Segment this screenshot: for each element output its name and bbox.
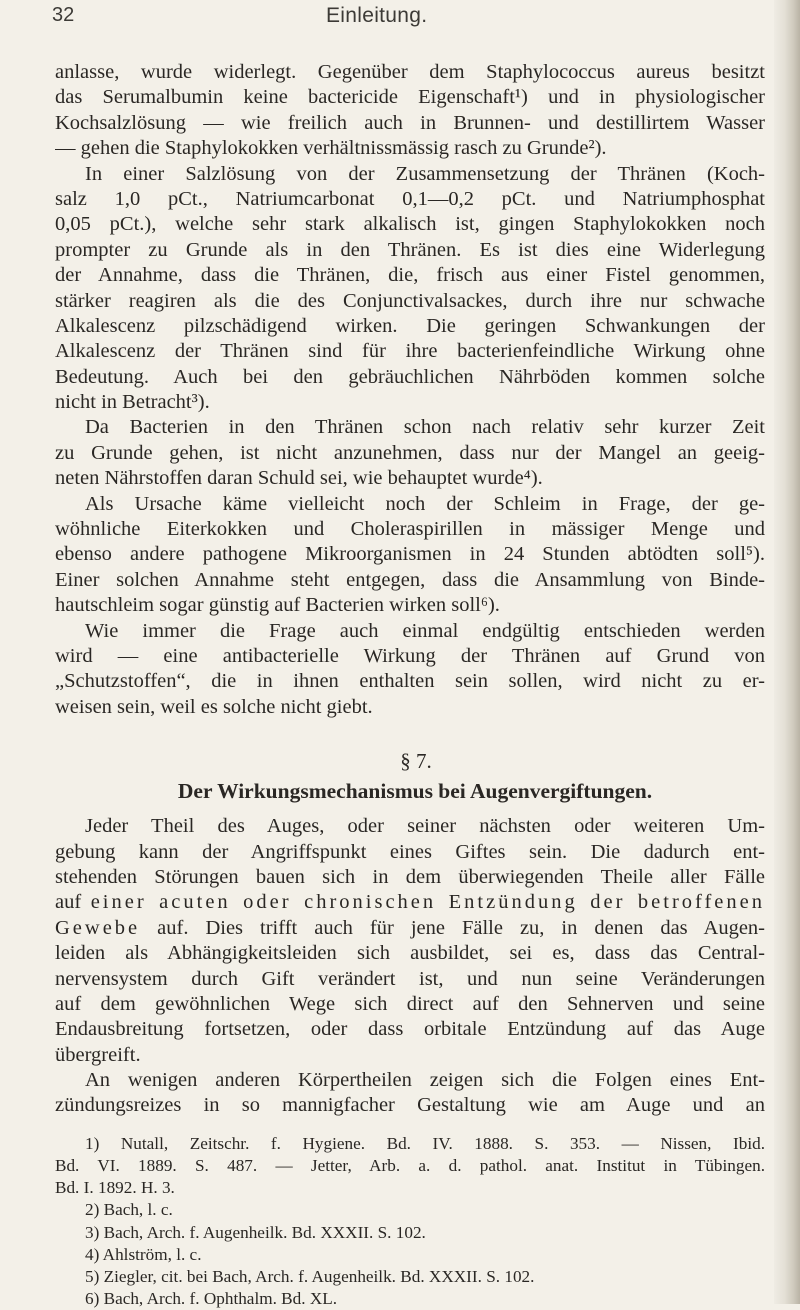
text-line: der Annahme, dass die Thränen, die, frisch aus einer Fistel genommen, <box>55 264 765 287</box>
text-line: das Serumalbumin keine bactericide Eigenschaft¹) und in physiologischer <box>55 86 765 109</box>
page-number: 32 <box>52 4 75 26</box>
footnote: 6) Bach, Arch. f. Ophthalm. Bd. XL. <box>85 1289 338 1309</box>
text-line: Alkalescenz der Thränen sind für ihre bacterienfeindliche Wirkung ohne <box>55 340 765 363</box>
text-line: nicht in Betracht³). <box>55 391 210 414</box>
text-line: Da Bacterien in den Thränen schon nach relativ sehr kurzer Zeit <box>85 416 765 439</box>
text-line: auf dem gewöhnlichen Wege sich direct auf den Sehnerven und seine <box>55 992 765 1015</box>
emphasis-text: Gewebe <box>55 916 141 939</box>
paragraph <box>55 1068 765 1119</box>
text-line: salz 1,0 pCt., Natriumcarbonat 0,1—0,2 pCt. und Natriumphosphat <box>55 187 765 210</box>
section-number: § 7. <box>400 749 432 774</box>
text-line: nervensystem durch Gift verändert ist, und nun seine Veränderungen <box>55 967 765 990</box>
text-line <box>55 890 765 915</box>
text-line: weisen sein, weil es solche nicht giebt. <box>55 695 373 718</box>
text-line: hautschleim sogar günstig auf Bacterien wirken soll⁶). <box>55 594 500 617</box>
text-line: wöhnliche Eiterkokken und Choleraspirillen in mässiger Menge und <box>55 518 765 541</box>
text-line: In einer Salzlösung von der Zusammensetzung der Thränen (Koch- <box>85 162 765 185</box>
section-heading: Der Wirkungsmechanismus bei Augenvergiftungen. <box>177 779 653 804</box>
text-line: „Schutzstoffen“, die in ihnen enthalten sein sollen, wird nicht zu er- <box>55 670 765 693</box>
text-line: stehenden Störungen bauen sich in dem überwiegenden Theile aller Fälle <box>55 865 765 888</box>
text-line: übergreift. <box>55 1043 141 1066</box>
paragraph <box>55 60 765 162</box>
text-line: Kochsalzlösung — wie freilich auch in Brunnen- und destillirtem Wasser <box>55 111 765 134</box>
text-line: An wenigen anderen Körpertheilen zeigen sich die Folgen eines Ent- <box>85 1069 765 1092</box>
paragraph <box>55 415 765 491</box>
footnote: 5) Ziegler, cit. bei Bach, Arch. f. Augenheilk. Bd. XXXII. S. 102. <box>85 1266 535 1286</box>
text-line: Endausbreitung fortsetzen, oder dass orbitale Entzündung auf das Auge <box>55 1018 765 1041</box>
emphasis-text: einer acuten oder chronischen Entzündung der betroffenen <box>90 891 765 914</box>
text-line: Als Ursache käme vielleicht noch der Schleim in Frage, der ge- <box>85 492 765 515</box>
footnotes <box>55 1133 765 1310</box>
text-line: gebung kann der Angriffspunkt eines Giftes sein. Die dadurch ent- <box>55 840 765 863</box>
paragraph <box>55 814 765 1068</box>
text-line: Jeder Theil des Auges, oder seiner nächsten oder weiteren Um- <box>85 815 765 838</box>
footnote: 1) Nutall, Zeitschr. f. Hygiene. Bd. IV. 1888. S. 353. — Nissen, Ibid. <box>85 1133 765 1153</box>
text-run: auf <box>55 891 82 914</box>
text-line: 0,05 pCt.), welche sehr stark alkalisch ist, gingen Staphylokokken noch <box>55 213 765 236</box>
text-run: auf. Dies trifft auch für jene Fälle zu, in denen das Augen- <box>157 916 765 939</box>
text-line <box>55 916 765 941</box>
text-line: prompter zu Grunde als in den Thränen. Es ist dies eine Widerlegung <box>55 238 765 261</box>
text-line: — gehen die Staphylokokken verhältnissmässig rasch zu Grunde²). <box>55 137 607 160</box>
page-header <box>0 4 800 44</box>
text-line: leiden als Abhängigkeitsleiden sich ausbildet, sei es, dass das Central- <box>55 942 765 965</box>
text-line: wird — eine antibacterielle Wirkung der Thränen auf Grund von <box>55 644 765 667</box>
footnote: 2) Bach, l. c. <box>85 1200 173 1220</box>
text-line: Bedeutung. Auch bei den gebräuchlichen Nährböden kommen solche <box>55 365 765 388</box>
running-title: Einleitung. <box>326 4 428 27</box>
footnote: 3) Bach, Arch. f. Augenheilk. Bd. XXXII. S. 102. <box>85 1222 426 1242</box>
body-text <box>55 60 765 1310</box>
footnote: Bd. VI. 1889. S. 487. — Jetter, Arb. a. d. pathol. anat. Institut in Tübingen. <box>55 1156 765 1176</box>
footnote: Bd. I. 1892. H. 3. <box>55 1178 175 1198</box>
paragraph <box>55 619 765 721</box>
text-line: Wie immer die Frage auch einmal endgültig entschieden werden <box>85 619 765 642</box>
text-line: ebenso andere pathogene Mikroorganismen in 24 Stunden abtödten soll⁵). <box>55 543 765 566</box>
text-line: anlasse, wurde widerlegt. Gegenüber dem Staphylococcus aureus besitzt <box>55 61 765 83</box>
text-line: Alkalescenz pilzschädigend wirken. Die geringen Schwankungen der <box>55 314 765 337</box>
text-line: stärker reagiren als die des Conjunctivalsackes, durch ihre nur schwache <box>55 289 765 312</box>
text-line: zündungsreizes in so mannigfacher Gestaltung wie am Auge und an <box>55 1094 765 1117</box>
text-line: zu Grunde gehen, ist nicht anzunehmen, dass nur der Mangel an geeig- <box>55 441 765 464</box>
footnote: 4) Ahlström, l. c. <box>85 1244 202 1264</box>
text-line: Einer solchen Annahme steht entgegen, dass die Ansammlung von Binde- <box>55 568 765 591</box>
paragraph <box>55 492 765 619</box>
paragraph <box>55 162 765 416</box>
page-edge-shadow <box>774 0 800 1304</box>
text-line: neten Nährstoffen daran Schuld sei, wie behauptet wurde⁴). <box>55 467 543 490</box>
